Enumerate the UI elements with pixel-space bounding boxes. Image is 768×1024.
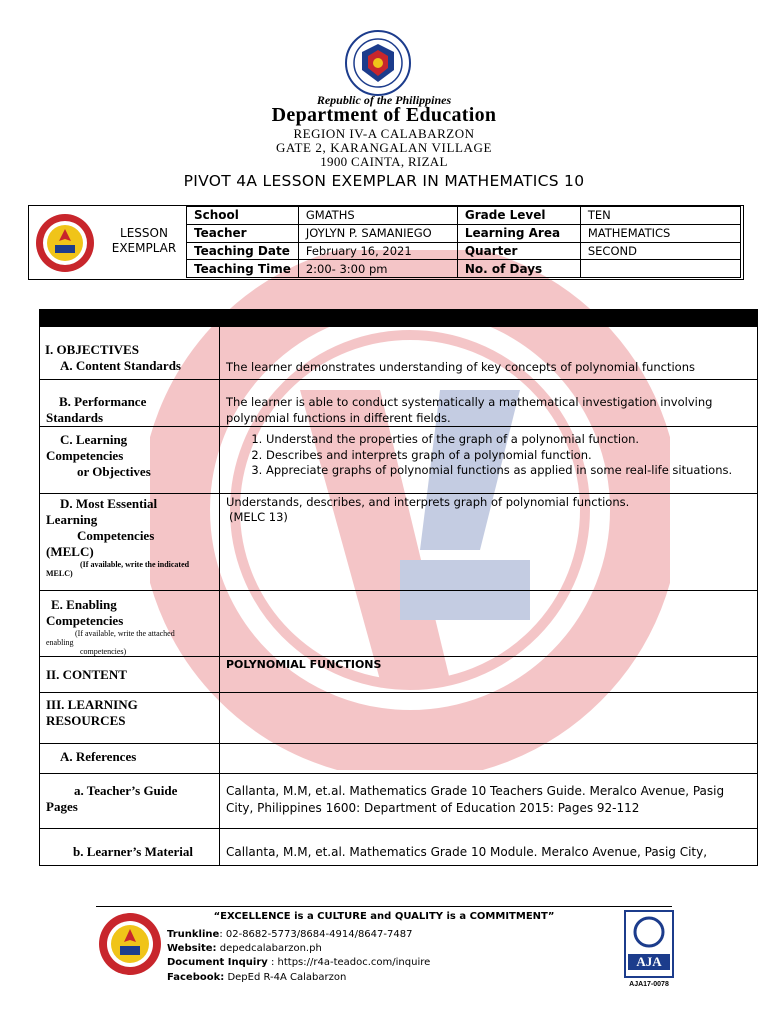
content-label-cell [40,657,220,693]
region-heading: REGION IV-A CALABARZON [293,126,475,141]
melc-text: Understands, describes, and interprets graph of polynomial functions. [226,495,630,509]
info-value: SECOND [580,242,740,260]
website-label: Website: [167,943,217,955]
enabling-cell [220,591,758,657]
enabling-note-line1: (If available, write the attached [75,629,175,638]
info-value: JOYLYN P. SAMANIEGO [298,224,457,242]
enabling-note-line2: enabling [46,638,74,647]
content-standards-label: A. Content Standards [60,358,181,373]
melc-label-line3: Competencies [77,528,155,543]
melc-label-cell [40,494,220,591]
table-row [40,327,758,380]
department-heading: Department of Education [271,104,497,126]
competencies-cell [220,427,758,494]
enabling-label-line1: E. Enabling [51,597,117,612]
republic-heading: Republic of the Philippines [316,93,452,107]
facebook-value: DepEd R-4A Calabarzon [224,971,347,983]
table-row [40,744,758,774]
lesson-label-line2: EXEMPLAR [111,241,177,255]
performance-cell [220,380,758,427]
competencies-label-line1: C. Learning [60,432,128,447]
info-label: Teaching Date [187,242,299,260]
resources-label-line2: RESOURCES [46,713,126,728]
competencies-label-line3: or Objectives [77,464,151,479]
lm-cell [220,829,758,866]
lesson-plan-table [39,309,758,866]
table-row [40,427,758,494]
table-row [40,774,758,829]
lesson-exemplar-label [104,226,184,256]
melc-cell [220,494,758,591]
melc-label-line2: Learning [46,512,98,527]
enabling-note-line3: competencies) [80,647,127,656]
content-text: POLYNOMIAL FUNCTIONS [226,658,382,671]
info-value: TEN [580,207,740,225]
table-row [40,829,758,866]
info-label: Quarter [457,242,580,260]
info-label: No. of Days [457,260,580,278]
resources-cell [220,693,758,744]
info-row [187,242,741,260]
lm-label: b. Learner’s Material [73,844,193,859]
footer-motto: “EXCELLENCE is a CULTURE and QUALITY is a COMMITMENT” [213,911,555,922]
info-label: School [187,207,299,225]
tg-label-line2: Pages [46,799,78,814]
performance-label-cell [40,380,220,427]
iso-code-text: AJA17-0078 [629,981,669,988]
info-row [187,224,741,242]
info-value: February 16, 2021 [298,242,457,260]
content-cell [220,657,758,693]
table-header-bar [40,310,758,327]
lm-text: Callanta, M.M, et.al. Mathematics Grade 10 Module. Meralco Avenue, Pasig City, [226,845,708,859]
inquiry-value[interactable]: : https://r4a-teadoc.com/inquire [267,957,431,969]
table-row [40,380,758,427]
region-seal-logo [35,213,95,273]
enabling-label-line2: Competencies [46,613,124,628]
info-label: Teacher [187,224,299,242]
melc-label-line1: D. Most Essential [60,496,158,511]
enabling-label-cell [40,591,220,657]
footer-contact-info [167,928,430,985]
tg-cell [220,774,758,829]
performance-label-line2: Standards [46,410,104,425]
footer-divider [96,906,672,907]
table-row [40,591,758,657]
resources-label-cell [40,693,220,744]
content-standards-text: The learner demonstrates understanding of key concepts of polynomial functions [226,360,695,374]
references-label-cell [40,744,220,774]
objectives-heading: I. OBJECTIVES [45,342,139,357]
tg-label-line1: a. Teacher’s Guide [74,783,178,798]
references-label: A. References [60,749,137,764]
iso-certification-logo [624,910,674,988]
lesson-info-box [28,205,744,280]
lesson-label-line1: LESSON [120,226,168,240]
list-item: 1. Understand the properties of the graph of a polynomial function. [266,432,757,448]
performance-label-line1: B. Performance [59,394,147,409]
table-row [40,657,758,693]
resources-label-line1: III. LEARNING [46,697,138,712]
info-table [186,206,741,278]
address-line-1: GATE 2, KARANGALAN VILLAGE [275,140,493,155]
info-value: 2:00- 3:00 pm [298,260,457,278]
table-row [40,693,758,744]
address-line-2: 1900 CAINTA, RIZAL [320,154,448,169]
info-value [580,260,740,278]
info-label: Grade Level [457,207,580,225]
list-item: 3. Appreciate graphs of polynomial functions as applied in some real-life situations. [266,463,757,479]
trunkline-line [167,928,430,942]
list-item: 2. Describes and interprets graph of a polynomial function. [266,448,757,464]
info-label: Learning Area [457,224,580,242]
facebook-label: Facebook: [167,971,225,983]
content-standards-cell [220,327,758,380]
references-cell [220,744,758,774]
melc-code: (MELC 13) [229,510,288,524]
objectives-label-cell [40,327,220,380]
trunkline-label: Trunkline [167,929,220,940]
competencies-label-line2: Competencies [46,448,124,463]
info-label: Teaching Time [187,260,299,278]
competencies-list [220,427,757,479]
tg-label-cell [40,774,220,829]
table-row [40,494,758,591]
trunkline-value: : 02-8682-5773/8684-4914/8647-7487 [219,929,413,940]
deped-seal-logo [345,30,411,96]
melc-label-line4: (MELC) [46,544,94,559]
melc-note-line1: (If available, write the indicated [80,560,190,569]
performance-text: The learner is able to conduct systematically a mathematical investigation involving polynomial functions in different fields. [226,395,713,425]
lm-label-cell [40,829,220,866]
melc-note-line2: MELC) [46,569,73,578]
footer-region-seal-logo [98,912,162,976]
website-value[interactable]: depedcalabarzon.ph [216,943,322,955]
competencies-label-cell [40,427,220,494]
content-label: II. CONTENT [46,667,127,682]
tg-text: Callanta, M.M, et.al. Mathematics Grade 10 Teachers Guide. Meralco Avenue, Pasig City, Philippines 1600: Department of Education 2015: Pages 92-112 [226,784,725,815]
inquiry-label: Document Inquiry [167,957,268,969]
inquiry-line [167,956,430,970]
info-row [187,260,741,278]
iso-brand-text: AJA [636,954,662,969]
facebook-line [167,971,430,985]
info-value: MATHEMATICS [580,224,740,242]
info-row [187,207,741,225]
info-value: GMATHS [298,207,457,225]
website-line [167,942,430,956]
document-title: PIVOT 4A LESSON EXEMPLAR IN MATHEMATICS 10 [183,172,585,190]
